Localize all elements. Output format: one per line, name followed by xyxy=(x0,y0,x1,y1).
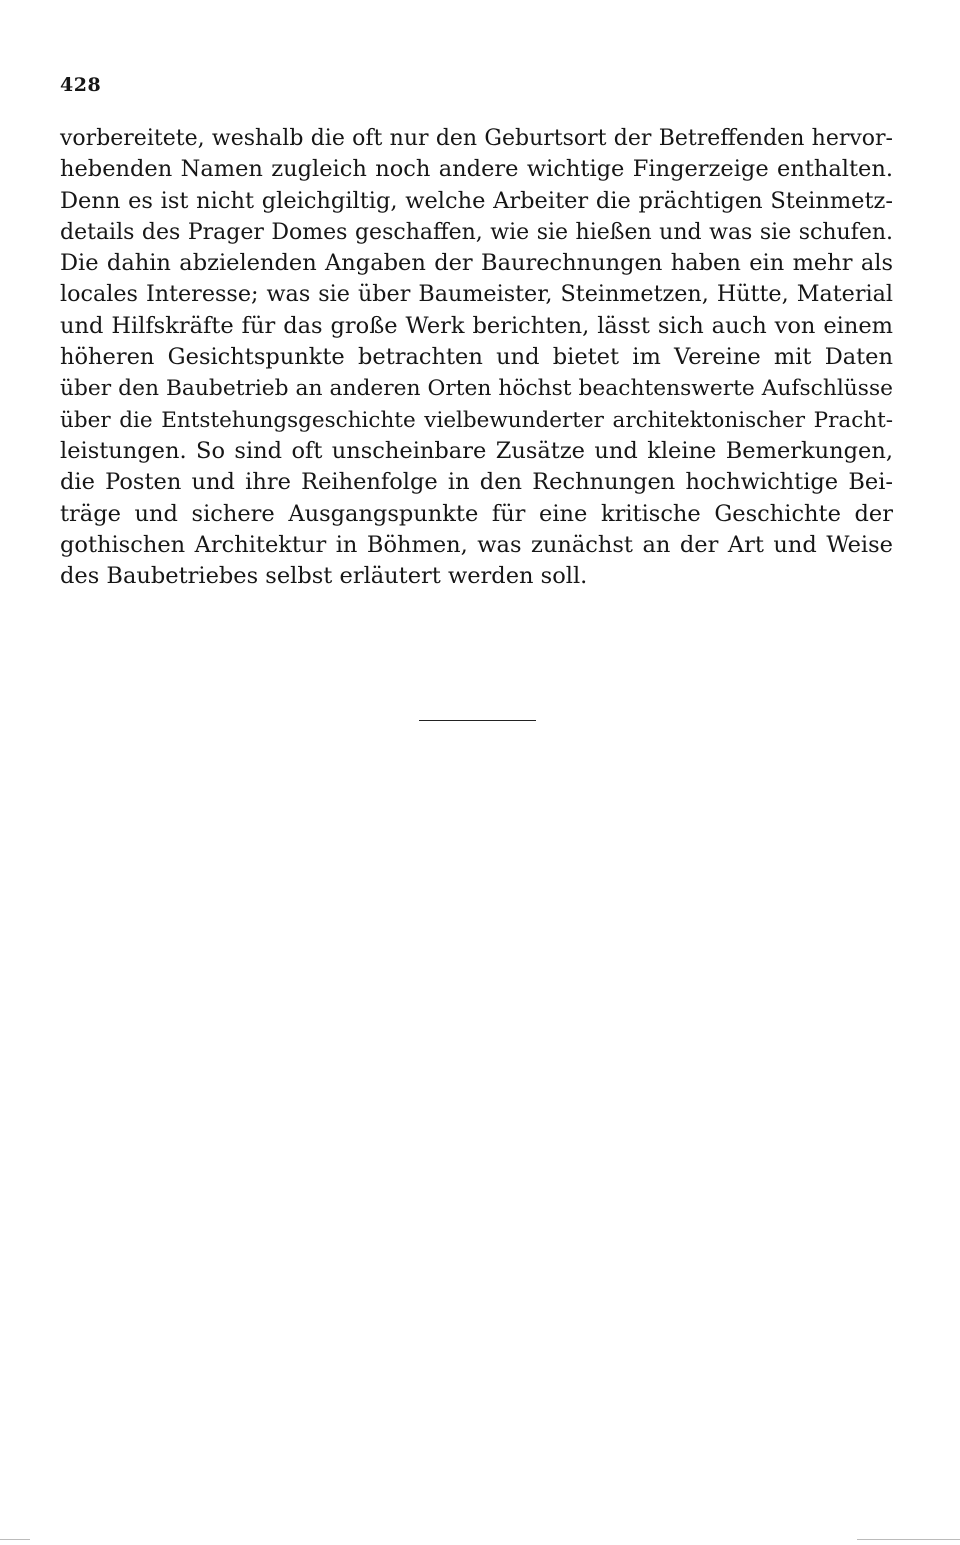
text-line: höheren Gesichtspunkte betrachten und bietet im Vereine mit Daten xyxy=(60,344,893,371)
text-line: hebenden Namen zugleich noch andere wichtige Fingerzeige enthalten. xyxy=(60,156,893,183)
text-line: über den Baubetrieb an anderen Orten höchst beachtenswerte Aufschlüsse xyxy=(60,376,893,402)
text-line: Die dahin abzielenden Angaben der Baurechnungen haben ein mehr als xyxy=(60,250,893,277)
text-line: Denn es ist nicht gleichgiltig, welche Arbeiter die prächtigen Steinmetz- xyxy=(60,187,893,214)
text-line: locales Interesse; was sie über Baumeister, Steinmetzen, Hütte, Material xyxy=(60,281,893,308)
page-number: 428 xyxy=(60,74,102,96)
section-divider xyxy=(419,720,536,721)
text-line: leistungen. So sind oft unscheinbare Zusätze und kleine Bemerkungen, xyxy=(60,437,893,464)
text-line: und Hilfskräfte für das große Werk berichten, lässt sich auch von einem xyxy=(60,312,893,339)
text-line: gothischen Architektur in Böhmen, was zunächst an der Art und Weise xyxy=(60,531,893,558)
text-line: details des Prager Domes geschaffen, wie sie hießen und was sie schufen. xyxy=(60,219,893,245)
scan-edge-mark xyxy=(857,1539,960,1540)
scan-edge-mark xyxy=(0,1539,30,1540)
text-line: des Baubetriebes selbst erläutert werden soll. xyxy=(60,563,588,590)
text-line: träge und sichere Ausgangspunkte für eine kritische Geschichte der xyxy=(60,500,893,527)
text-line: über die Entstehungsgeschichte vielbewunderter architektonischer Pracht- xyxy=(60,407,893,433)
body-paragraph xyxy=(60,123,893,592)
text-line: vorbereitete, weshalb die oft nur den Geburtsort der Betreffenden hervor- xyxy=(60,126,893,151)
text-line: die Posten und ihre Reihenfolge in den Rechnungen hochwichtige Bei- xyxy=(60,469,893,496)
